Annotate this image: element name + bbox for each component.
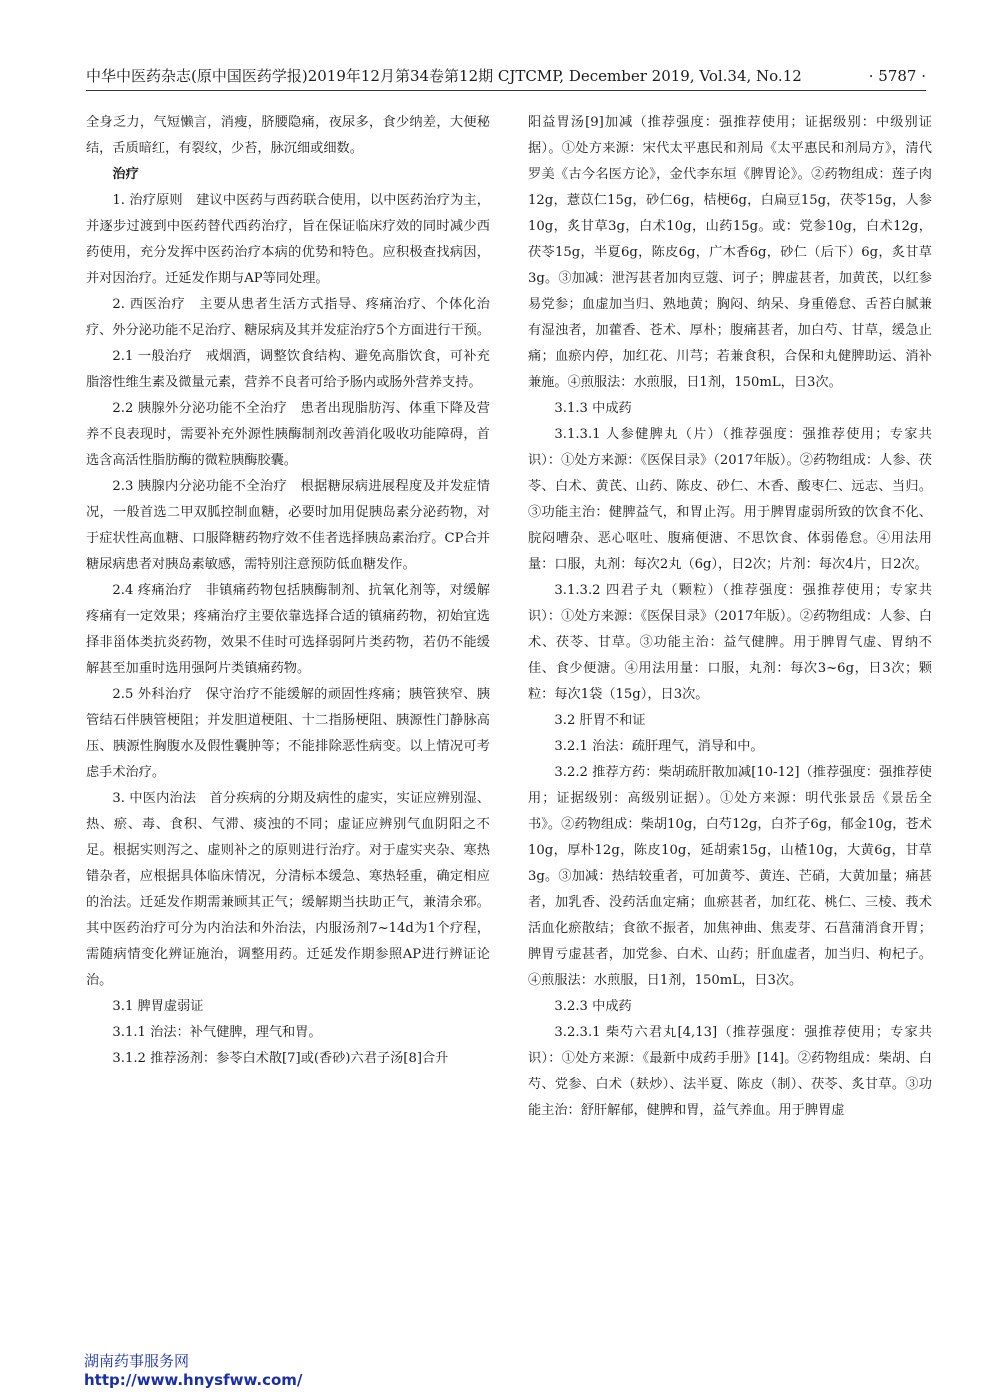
footer-url-link[interactable]: http://www.hnysfww.com/ — [84, 1371, 303, 1389]
paragraph: 2. 西医治疗 主要从患者生活方式指导、疼痛治疗、个体化治疗、外分泌功能不足治疗、糖尿病及其并发症治疗5个方面进行干预。 — [86, 297, 491, 338]
paragraph: 3.1.3.1 人参健脾丸（片）（推荐强度：强推荐使用；专家共识）：①处方来源：《医保目录》（2017年版）。②药物组成：人参、茯苓、白术、黄芪、山药、陈皮、砂仁、木香、酸枣仁、远志、当归。③功能主治：健脾益气，和胃止泻。用于脾胃虚弱所致的饮食不化、脘闷嘈杂、恶心呕吐、腹痛便溏、不思饮食、体弱倦怠。④用法用量：口服，丸剂：每次2丸（6g），日2次；片剂：每次4片，日2次。 — [528, 427, 932, 572]
footer-site-name: 湖南药事服务网 — [84, 1352, 190, 1370]
paragraph: 1. 治疗原则 建议中医药与西药联合使用，以中医药治疗为主，并逐步过渡到中医药替代西药治疗，旨在保证临床疗效的同时减少西药使用，充分发挥中医药治疗本病的优势和特色。应积极查找病因，并对因治疗。迁延发作期与AP等同处理。 — [86, 193, 490, 286]
running-header — [86, 66, 926, 91]
left-column — [86, 110, 490, 1072]
paragraph: 3.1.2 推荐汤剂：参苓白术散[7]或(香砂)六君子汤[8]合升 — [112, 1051, 449, 1066]
subheading: 3.2.1 治法：疏肝理气，消导和中。 — [554, 739, 764, 754]
paragraph: 3.2.3.1 柴芍六君丸[4,13]（推荐强度：强推荐使用；专家共识）：①处方来源：《最新中成药手册》[14]。②药物组成：柴胡、白芍、党参、白术（麸炒）、法半夏、陈皮（制）、茯苓、炙甘草。③功能主治：舒肝解郁，健脾和胃，益气养血。用于脾胃虚 — [528, 1025, 932, 1118]
subheading: 3.1 脾胃虚弱证 — [112, 999, 204, 1014]
paragraph: 2.1 一般治疗 戒烟酒，调整饮食结构、避免高脂饮食，可补充脂溶性维生素及微量元素，营养不良者可给予肠内或肠外营养支持。 — [86, 349, 490, 390]
paragraph: 3.1.3.2 四君子丸（颗粒）（推荐强度：强推荐使用；专家共识）：①处方来源：《医保目录》（2017年版）。②药物组成：人参、白术、茯苓、甘草。③功能主治：益气健脾。用于脾胃气虚、胃纳不佳、食少便溏。④用法用量：口服，丸剂：每次3~6g，日3次；颗粒：每次1袋（15g），日3次。 — [528, 583, 932, 702]
page-number: · 5787 · — [868, 67, 926, 85]
paragraph: 2.4 疼痛治疗 非镇痛药物包括胰酶制剂、抗氧化剂等，对缓解疼痛有一定效果；疼痛治疗主要依靠选择合适的镇痛药物，初始宜选择非甾体类抗炎药物，效果不佳时可选择弱阿片类药物，若仍不能缓解甚至加重时选用强阿片类镇痛药物。 — [86, 583, 490, 676]
subheading: 3.2.3 中成药 — [554, 999, 632, 1014]
site-footer — [84, 1352, 302, 1390]
paragraph: 2.5 外科治疗 保守治疗不能缓解的顽固性疼痛；胰管狭窄、胰管结石伴胰管梗阻；并发胆道梗阻、十二指肠梗阻、胰源性门静脉高压、胰源性胸腹水及假性囊肿等；不能排除恶性病变。以上情况可考虑手术治疗。 — [86, 687, 490, 780]
section-heading: 治疗 — [112, 167, 139, 182]
journal-citation: 中华中医药杂志(原中国医药学报)2019年12月第34卷第12期 CJTCMP, December 2019, Vol.34, No.12 — [86, 67, 802, 85]
right-column — [528, 110, 932, 1124]
paragraph: 全身乏力，气短懒言，消瘦，脐腰隐痛，夜尿多，食少纳差，大便秘结，舌质暗红，有裂纹，少苔，脉沉细或细数。 — [86, 115, 490, 156]
paragraph: 3.2.2 推荐方药：柴胡疏肝散加减[10-12]（推荐强度：强推荐使用；证据级别：高级别证据）。①处方来源：明代张景岳《景岳全书》。②药物组成：柴胡10g，白芍12g，白芥子6g，郁金10g，苍术10g，厚朴12g，陈皮10g，延胡索15g，山楂10g，大黄6g，甘草3g。③加减：热结较重者，可加黄芩、黄连、芒硝，大黄加量；痛甚者，加乳香、没药活血定痛；血瘀甚者，加红花、桃仁、三棱、莪术活血化瘀散结；食欲不振者，加焦神曲、焦麦芽、石菖蒲消食开胃；脾胃亏虚甚者，加党参、白术、山药；肝血虚者，加当归、枸杞子。④煎服法：水煎服，日1剂，150mL，日3次。 — [528, 765, 932, 988]
paragraph: 阳益胃汤[9]加减（推荐强度：强推荐使用；证据级别：中级别证据）。①处方来源：宋代太平惠民和剂局《太平惠民和剂局方》，清代罗美《古今名医方论》，金代李东垣《脾胃论》。②药物组成：莲子肉12g，薏苡仁15g，砂仁6g，桔梗6g，白扁豆15g，茯苓15g，人参10g，炙甘草3g，白术10g，山药15g。或：党参10g，白术12g，茯苓15g，半夏6g，陈皮6g，广木香6g，砂仁（后下）6g，炙甘草3g。③加减：泄泻甚者加肉豆蔻、诃子；脾虚甚者，加黄芪，以红参易党参；血虚加当归、熟地黄；胸闷、纳呆、身重倦怠、舌苔白腻兼有湿浊者，加藿香、苍术、厚朴；腹痛甚者，加白芍、甘草，缓急止痛；血瘀内停，加红花、川芎；若兼食积，合保和丸健脾助运、消补兼施。④煎服法：水煎服，日1剂，150mL，日3次。 — [528, 115, 932, 390]
subheading: 3.1.1 治法：补气健脾，理气和胃。 — [112, 1025, 322, 1040]
subheading: 3.1.3 中成药 — [554, 401, 632, 416]
subheading: 3.2 肝胃不和证 — [554, 713, 646, 728]
paragraph: 3. 中医内治法 首分疾病的分期及病性的虚实，实证应辨别湿、热、瘀、毒、食积、气滞、痰浊的不同；虚证应辨别气血阴阳之不足。根据实则泻之、虚则补之的原则进行治疗。对于虚实夹杂、寒热错杂者，应根据具体临床情况，分清标本缓急、寒热轻重，确定相应的治法。迁延发作期需兼顾其正气；缓解期当扶助正气，兼清余邪。其中医药治疗可分为内治法和外治法，内服汤剂7~14d为1个疗程，需随病情变化辨证施治，调整用药。迁延发作期参照AP进行辨证论治。 — [86, 791, 490, 988]
paragraph: 2.3 胰腺内分泌功能不全治疗 根据糖尿病进展程度及并发症情况，一般首选二甲双胍控制血糖，必要时加用促胰岛素分泌药物，对于症状性高血糖、口服降糖药物疗效不佳者选择胰岛素治疗。CP合并糖尿病患者对胰岛素敏感，需特别注意预防低血糖发作。 — [86, 479, 490, 572]
paragraph: 2.2 胰腺外分泌功能不全治疗 患者出现脂肪泻、体重下降及营养不良表现时，需要补充外源性胰酶制剂改善消化吸收功能障碍，首选含高活性脂肪酶的微粒胰酶胶囊。 — [86, 401, 490, 468]
